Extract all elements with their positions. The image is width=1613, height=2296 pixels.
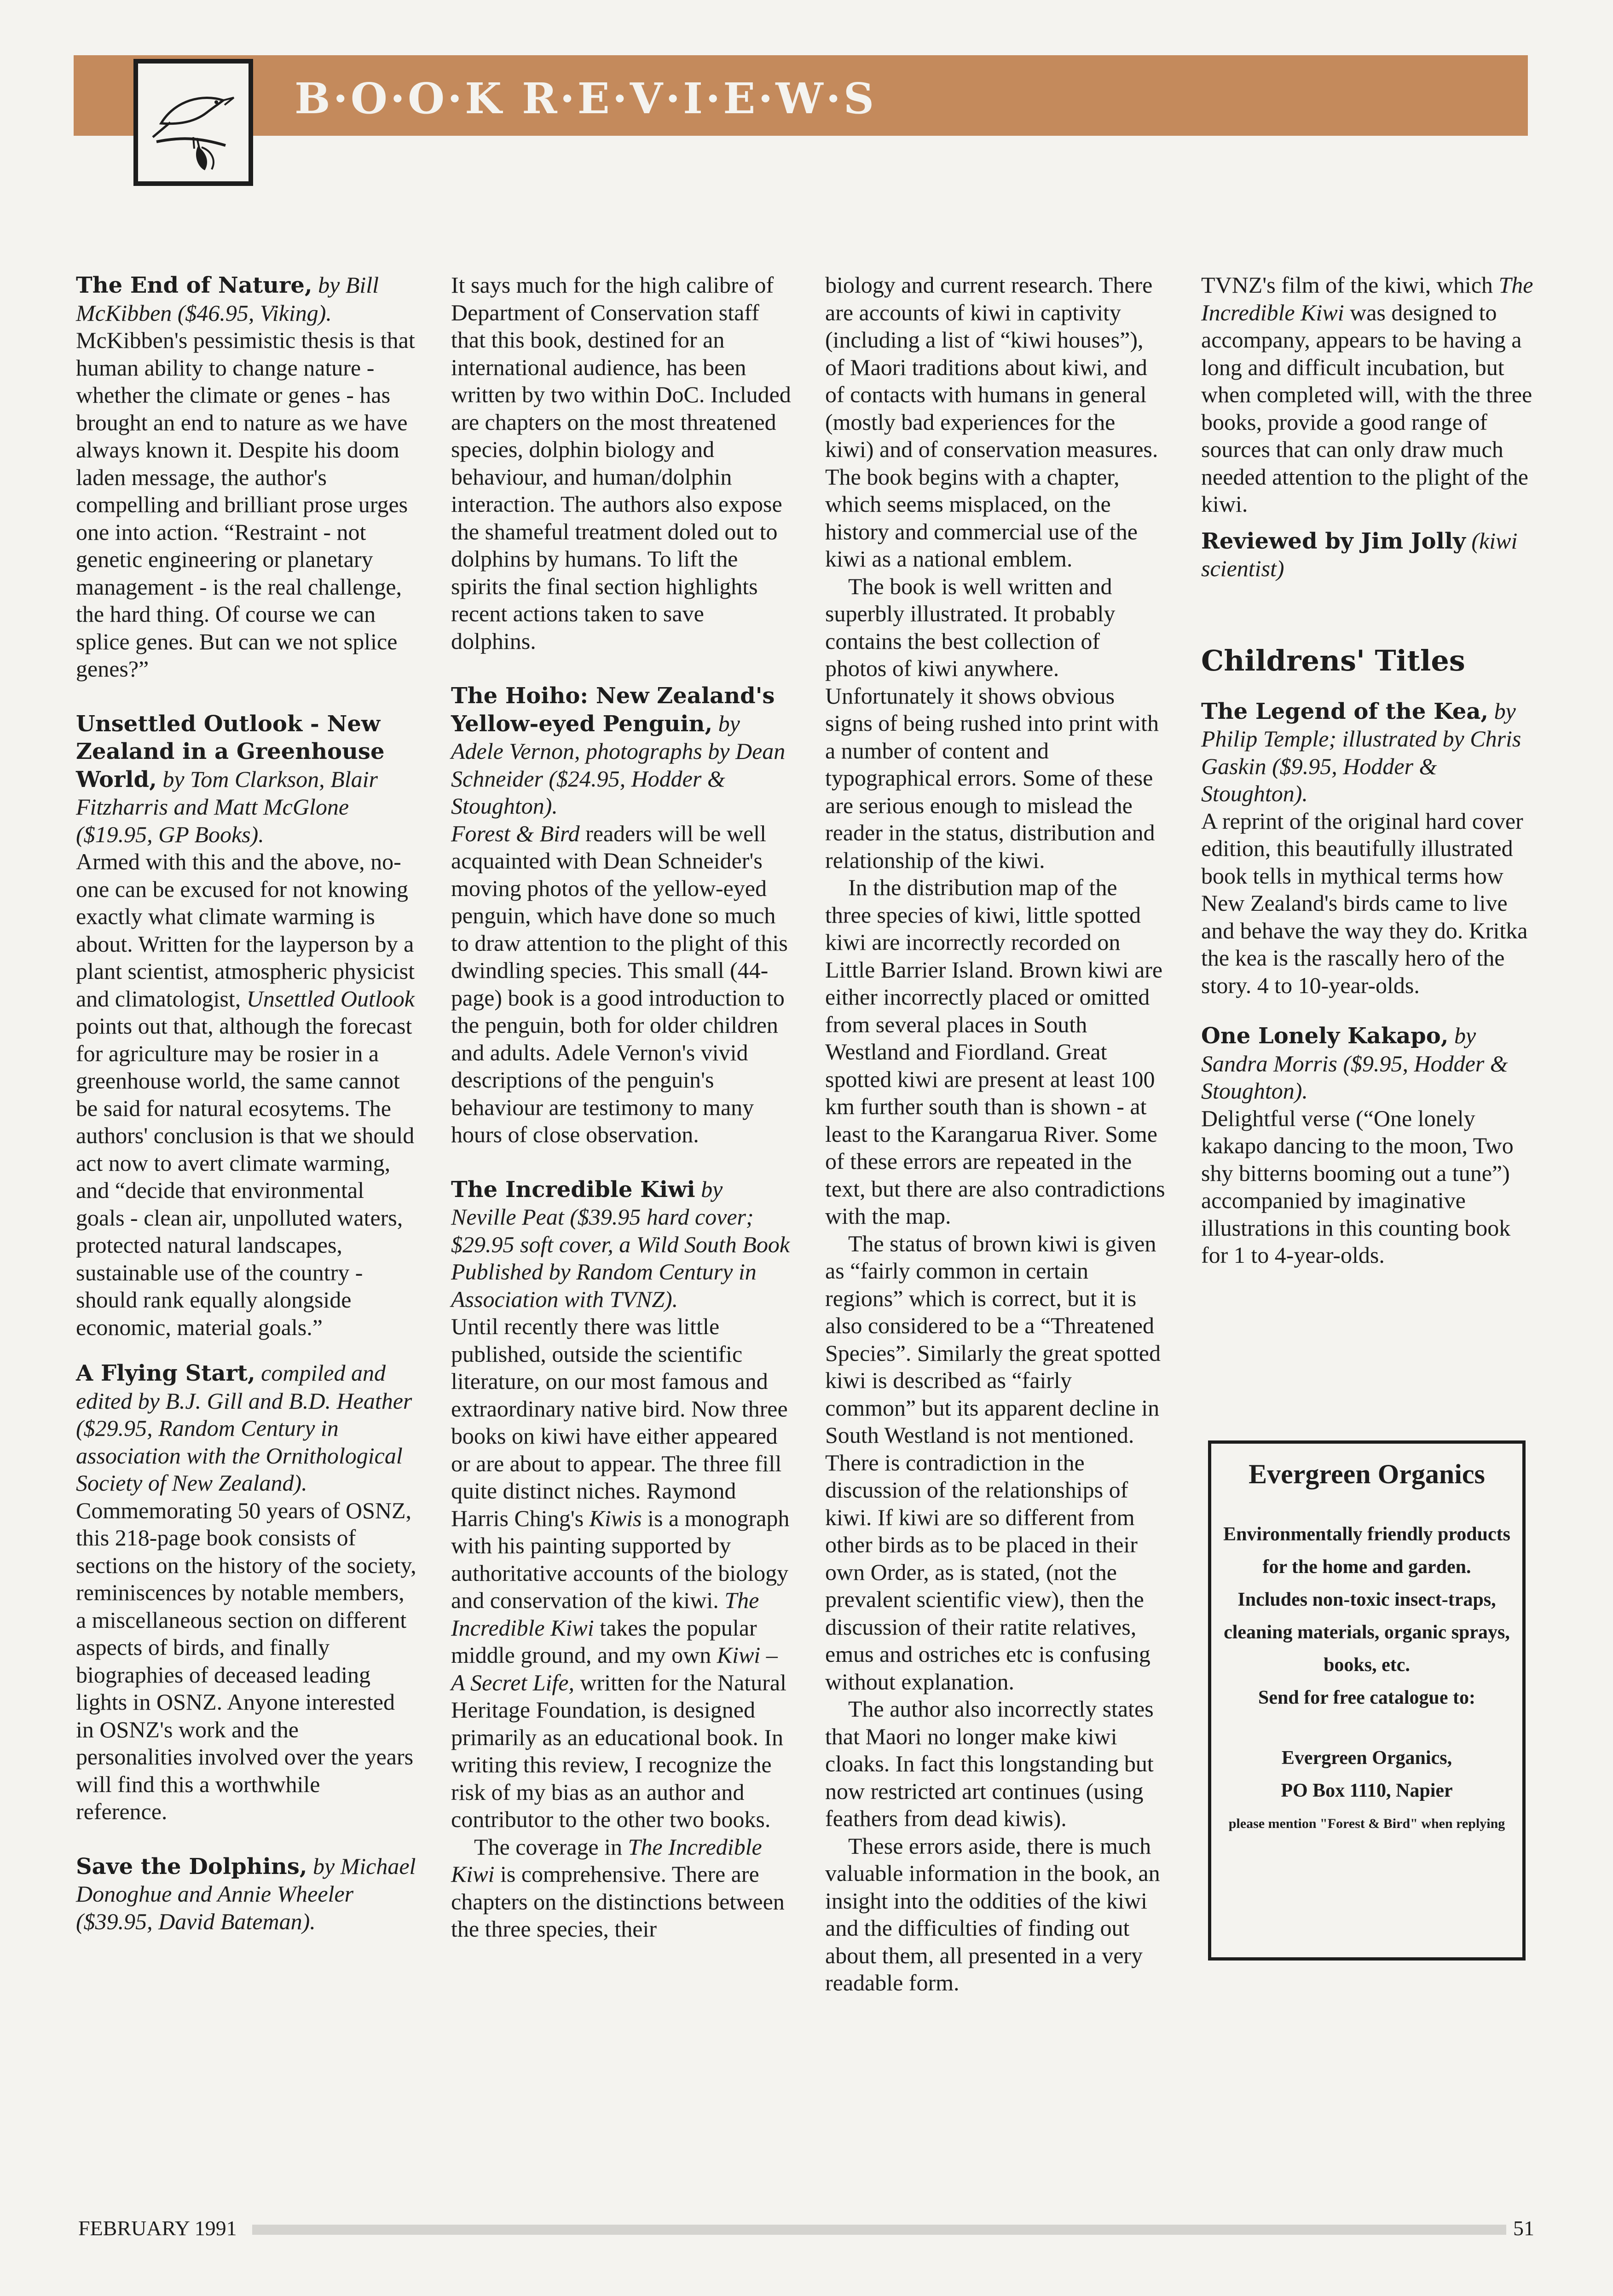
ad-title: Evergreen Organics — [1249, 1459, 1485, 1489]
body-text: Until recently there was little published, outside the scientific literature, on our most famous and extraordinary native bird. Now three books on kiwi have either appeared or are about to appear. The three fill quite distinct niches. Raymond Harris Ching's — [451, 1313, 788, 1531]
review-meta: by Sandra Morris ($9.95, Hodder & Stoughton). — [1201, 1023, 1508, 1104]
ad-company: Evergreen Organics, — [1281, 1747, 1452, 1769]
column-4 — [1201, 272, 1542, 1269]
review-body — [451, 1313, 792, 1833]
review-body: The status of brown kiwi is given as “fairly common in certain regions” which is correct, but it is also considered to be a “Threatened Species”. Similarly the great spotted kiwi is described as “fairly common” but its apparent decline in South Westland is not mentioned. There is contradiction in the discussion of the relationships of kiwi. If kiwi are so different from other birds as to be placed in their own Order, as is stated, (not the prevalent scientific view), then the discussion of their ratite relatives, emus and ostriches etc is confusing without explanation. — [825, 1230, 1161, 1695]
issue-date: FEBRUARY 1991 — [78, 2216, 237, 2240]
column-1 — [76, 272, 416, 1935]
page-title: B·O·O·K R·E·V·I·E·W·S — [295, 74, 877, 123]
review-title: The Hoiho: New Zealand's Yellow-eyed Penguin, — [451, 683, 775, 737]
body-text: Armed with this and the above, no-one can be excused for not knowing exactly what climate warming is about. Written for the layperson by a plant scientist, atmospheric physicist and climatologist, — [76, 849, 415, 1012]
review-title: One Lonely Kakapo, — [1201, 1023, 1449, 1049]
review-end-of-nature — [76, 272, 416, 327]
reviewer-role: (kiwi scientist) — [1201, 527, 1518, 581]
ad-note: please mention "Forest & Bird" when replying — [1228, 1816, 1505, 1831]
book-title-inline: The Incredible Kiwi — [451, 1587, 759, 1641]
review-meta: by Adele Vernon, photographs by Dean Schneider ($24.95, Hodder & Stoughton). — [451, 710, 786, 819]
review-unsettled-outlook — [76, 710, 416, 849]
reviewer-credit — [1201, 527, 1542, 583]
body-text: readers will be well acquainted with Dean Schneider's moving photos of the yellow-eyed penguin, which have done so much to draw attention to the plight of this dwindling species. This small (44-page) book is a good introduction to the penguin, both for older children and adults. Adele Vernon's vivid descriptions of the penguin's behaviour are testimony to many hours of close observation. — [451, 820, 788, 1147]
review-meta: by Bill McKibben ($46.95, Viking). — [76, 272, 379, 326]
review-meta: by Philip Temple; illustrated by Chris Gaskin ($9.95, Hodder & Stoughton). — [1201, 698, 1521, 806]
review-title: The Legend of the Kea, — [1201, 698, 1489, 724]
section-heading: Childrens' Titles — [1201, 643, 1465, 677]
page-number: 51 — [1513, 2216, 1534, 2240]
review-body — [451, 1833, 792, 1943]
footer-rule — [252, 2225, 1506, 2235]
book-title-inline: The Incredible Kiwi — [1201, 272, 1533, 325]
review-title: The End of Nature, — [76, 272, 312, 298]
review-hoiho — [451, 682, 792, 820]
review-body — [1201, 272, 1542, 518]
review-meta: by Neville Peat ($39.95 hard cover; $29.95 soft cover, a Wild South Book Published by Random Century in Association with TVNZ). — [451, 1176, 790, 1312]
review-incredible-kiwi — [451, 1176, 792, 1313]
review-body: The author also incorrectly states that Maori no longer make kiwi cloaks. In fact this longstanding but now restricted art continues (using feathers from dead kiwis). — [825, 1696, 1154, 1831]
ad-address — [1211, 1742, 1522, 1840]
body-text: is a monograph with his painting supported by authoritative accounts of the biology and conservation of the kiwi. — [451, 1505, 790, 1613]
review-flying-start — [76, 1359, 416, 1497]
body-text: The coverage in — [474, 1833, 628, 1860]
ad-po-box: PO Box 1110, Napier — [1281, 1780, 1453, 1801]
reviewer-name: Reviewed by Jim Jolly — [1201, 528, 1466, 554]
review-title: Save the Dolphins, — [76, 1853, 307, 1880]
review-body: Delightful verse (“One lonely kakapo dancing to the moon, Two shy bitterns booming out a tune”) accompanied by imaginative illustrations in this counting book for 1 to 4-year-olds. — [1201, 1105, 1514, 1268]
review-body: A reprint of the original hard cover edition, this beautifully illustrated book tells in mythical terms how New Zealand's birds came to live and behave the way they do. Kritka the kea is the rascally hero of the story. 4 to 10-year-olds. — [1201, 808, 1528, 998]
logo — [133, 59, 253, 186]
review-body: Commemorating 50 years of OSNZ, this 218-page book consists of sections on the history of the society, reminiscences by notable members, a miscellaneous section on different aspects of birds, and finally biographies of deceased leading lights in OSNZ. Anyone interested in OSNZ's work and the personalities involved over the years will find this a worthwhile reference. — [76, 1497, 416, 1824]
review-meta: compiled and edited by B.J. Gill and B.D. Heather ($29.95, Random Century in association with the Ornithological Society of New Zealand). — [76, 1360, 412, 1496]
review-save-dolphins — [76, 1853, 416, 1936]
review-title: The Incredible Kiwi — [451, 1176, 695, 1203]
advertisement-box — [1208, 1440, 1526, 1961]
review-body — [76, 848, 416, 1341]
ad-line: Environmentally friendly products for the home and garden. — [1223, 1524, 1510, 1578]
review-body: McKibben's pessimistic thesis is that human ability to change nature - whether the climate or genes - has brought an end to nature as we have always known it. Despite his doom laden message, the author's compelling and brilliant prose urges one into action. “Restraint - not genetic engineering or planetary management - is the real challenge, the hard thing. Of course we can splice genes. But can we not splice genes?” — [76, 327, 415, 682]
ad-body — [1211, 1518, 1522, 1714]
review-one-lonely-kakapo — [1201, 1022, 1542, 1105]
review-meta: by Michael Donoghue and Annie Wheeler ($39.95, David Bateman). — [76, 1853, 416, 1934]
review-body: These errors aside, there is much valuable information in the book, an insight into the oddities of the kiwi and the difficulties of finding out about them, all presented in a very readable form. — [825, 1833, 1160, 1995]
review-meta: by Tom Clarkson, Blair Fitzharris and Matt McGlone ($19.95, GP Books). — [76, 766, 378, 847]
review-body — [451, 820, 792, 1149]
body-text: TVNZ's film of the kiwi, which — [1201, 272, 1499, 298]
column-2 — [451, 272, 792, 1943]
body-text: points out that, although the forecast for agriculture may be rosier in a greenhouse world, the same cannot be said for natural ecosytems. The authors' conclusion is that we should act now to avert climate warming, and “decide that environmental goals - clean air, unpolluted waters, protected natural landscapes, sustainable use of the country - should rank equally alongside economic, material goals.” — [76, 1013, 415, 1340]
ad-line: Send for free catalogue to: — [1258, 1687, 1475, 1708]
review-body: The book is well written and superbly illustrated. It probably contains the best collection of photos of kiwi anywhere. Unfortunately it shows obvious signs of being rushed into print with a number of content and typographical errors. Some of these are serious enough to mislead the reader in the status, distribution and relationship of the kiwi. — [825, 573, 1159, 873]
book-title-inline: Kiwi – A Secret Life, — [451, 1642, 778, 1695]
body-text: was designed to accompany, appears to be having a long and difficult incubation, but when completed will, with the three books, provide a good range of sources that can only draw much needed attention to the plight of the kiwi. — [1201, 299, 1532, 517]
magazine-name-inline: Forest & Bird — [451, 820, 580, 846]
ad-line: Includes non-toxic insect-traps, cleaning materials, organic sprays, books, etc. — [1224, 1589, 1510, 1676]
bird-on-branch-icon — [143, 68, 244, 177]
body-text: written for the Natural Heritage Foundation, is designed primarily as an educational book. In writing this review, I recognize the risk of my bias as an author and contributor to the other two books. — [451, 1669, 786, 1832]
body-text: is comprehensive. There are chapters on the distinctions between the three species, their — [451, 1861, 785, 1942]
review-title: A Flying Start, — [76, 1360, 255, 1386]
book-title-inline: The Incredible Kiwi — [451, 1833, 762, 1887]
body-text: takes the popular middle ground, and my own — [451, 1614, 757, 1668]
review-body: In the distribution map of the three species of kiwi, little spotted kiwi are incorrectly recorded on Little Barrier Island. Brown kiwi are either incorrectly placed or omitted from several places in South Westland and Fiordland. Great spotted kiwi are present at least 100 km further south than is shown - at least to the Karangarua River. Some of these errors are repeated in the text, but there are also contradictions with the map. — [825, 874, 1165, 1229]
review-body: It says much for the high calibre of Department of Conservation staff that this book, destined for an international audience, has been written by two within DoC. Included are chapters on the most threatened species, dolphin biology and behaviour, and human/dolphin interaction. The authors also expose the shameful treatment doled out to dolphins by humans. To lift the spirits the final section highlights recent actions taken to save dolphins. — [451, 272, 791, 654]
review-body: biology and current research. There are accounts of kiwi in captivity (including a list of “kiwi houses”), of Maori traditions about kiwi, and of contacts with humans in general (mostly bad experiences for the kiwi) and of conservation measures. The book begins with a chapter, which seems misplaced, on the history and commercial use of the kiwi as a national emblem. — [825, 272, 1158, 572]
book-title-inline: Unsettled Outlook — [246, 985, 415, 1012]
review-legend-of-kea — [1201, 698, 1542, 808]
review-title: Unsettled Outlook - New Zealand in a Greenhouse World, — [76, 711, 385, 792]
book-title-inline: Kiwis — [589, 1505, 642, 1531]
column-3 — [825, 272, 1166, 1997]
